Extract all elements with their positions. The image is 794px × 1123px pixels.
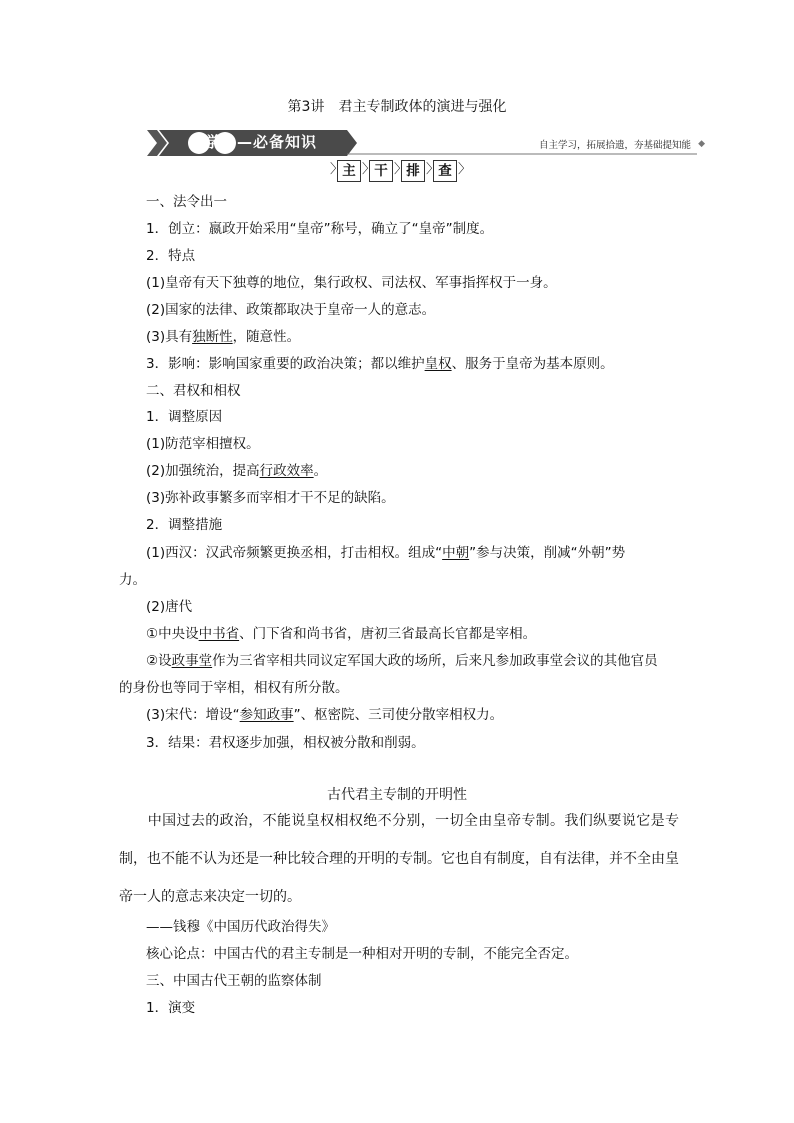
- s3-item-1: 1．演变: [146, 1000, 196, 1016]
- s2-item-2a-cont: 力。: [119, 572, 146, 588]
- text-seg: 。: [313, 463, 328, 479]
- text-seg: 、服务于皇帝为基本原则。: [451, 356, 614, 372]
- tag-3: 排: [401, 160, 425, 182]
- s1-item-1: 1．创立：嬴政开始采用“皇帝”称号，确立了“皇帝”制度。: [146, 221, 494, 237]
- s2-item-2a: [146, 541, 625, 561]
- s2-item-1: 1．调整原因: [146, 409, 223, 425]
- s2-item-2c: [146, 703, 503, 723]
- chevron-right-icon: 〉: [426, 162, 440, 177]
- quote-source: ——钱穆《中国历代政治得失》: [146, 919, 335, 935]
- quote-core: 核心论点：中国古代的君主专制是一种相对开明的专制，不能完全否定。: [146, 946, 578, 962]
- s2-item-3: 3．结果：君权逐步加强，相权被分散和削弱。: [146, 735, 425, 751]
- s1-item-2: 2．特点: [146, 248, 196, 264]
- section-banner: [147, 128, 707, 158]
- text-seg: (3)宋代：增设“: [146, 707, 240, 723]
- text-seg: 、门下省和尚书省，唐初三省最高长官都是宰相。: [239, 626, 537, 642]
- key-term: 政事堂: [171, 653, 213, 669]
- quote-title: 古代君主专制的开明性: [327, 787, 467, 803]
- key-term: 独断性: [192, 329, 233, 345]
- chevron-right-icon: 〉: [458, 162, 472, 177]
- text-seg: ，随意性。: [232, 329, 301, 345]
- banner-right-label: 自主学习，拓展拾遗，夯基础提知能: [538, 140, 691, 151]
- diamond-icon: ◆: [698, 139, 705, 149]
- key-term: 中朝: [442, 545, 470, 561]
- text-seg: ”、枢密院、三司使分散宰相权力。: [293, 707, 504, 723]
- s2-item-2b: (2)唐代: [146, 599, 193, 615]
- s2-item-1b: [146, 459, 327, 479]
- s1-item-2c: [146, 325, 300, 345]
- s2-heading: 二、君权和相权: [146, 383, 241, 399]
- key-term: 参知政事: [239, 707, 294, 723]
- tag-1: 主: [337, 160, 361, 182]
- s1-heading: 一、法令出一: [146, 194, 227, 210]
- text-seg: (2)加强统治，提高: [146, 463, 260, 479]
- tag-4: 查: [433, 160, 457, 182]
- text-seg: (3)具有: [146, 329, 193, 345]
- s2-item-2: 2．调整措施: [146, 517, 223, 533]
- key-term: 中书省: [198, 626, 240, 642]
- text-seg: (1)西汉：汉武帝频繁更换丞相，打击相权。组成“: [146, 545, 443, 561]
- s2-item-1c: (3)弥补政事繁多而宰相才干不足的缺陷。: [146, 490, 395, 506]
- text-seg: 3．影响：影响国家重要的政治决策；都以维护: [146, 356, 425, 372]
- banner-left-label: 自学——必备知识: [189, 133, 318, 151]
- text-seg: ①中央设: [146, 626, 199, 642]
- s2-item-2b1: [146, 622, 536, 642]
- s2-item-2b2-cont: 的身份也等同于宰相，相权有所分散。: [119, 680, 349, 696]
- chevron-right-icon: 〉: [330, 162, 344, 177]
- text-seg: 作为三省宰相共同议定军国大政的场所，后来凡参加政事堂会议的其他官员: [212, 653, 658, 669]
- key-term: 皇权: [424, 356, 452, 372]
- s1-item-3: [146, 352, 614, 372]
- section-tags: [0, 160, 794, 182]
- tag-2: 干: [369, 160, 393, 182]
- s1-item-2a: (1)皇帝有天下独尊的地位，集行政权、司法权、军事指挥权于一身。: [146, 275, 557, 291]
- quote-body: 中国过去的政治，不能说皇权相权绝不分别，一切全由皇帝专制。我们纵要说它是专制，也不能不认为还是一种比较合理的开明的专制。它也自有制度，自有法律，并不全由皇帝一人的意志来决定一切的。: [119, 813, 679, 905]
- page-title: 第3讲 君主专制政体的演进与强化: [287, 99, 507, 115]
- key-term: 行政效率: [259, 463, 314, 479]
- chevron-right-icon: 〉: [394, 162, 408, 177]
- text-seg: ②设: [146, 653, 172, 669]
- s2-item-2b2: [146, 649, 658, 669]
- s3-heading: 三、中国古代王朝的监察体制: [146, 973, 322, 989]
- s2-item-1a: (1)防范宰相擅权。: [146, 436, 260, 452]
- s1-item-2b: (2)国家的法律、政策都取决于皇帝一人的意志。: [146, 302, 436, 318]
- chevron-right-icon: 〉: [362, 162, 376, 177]
- text-seg: ”参与决策，削减“外朝”势: [469, 545, 626, 561]
